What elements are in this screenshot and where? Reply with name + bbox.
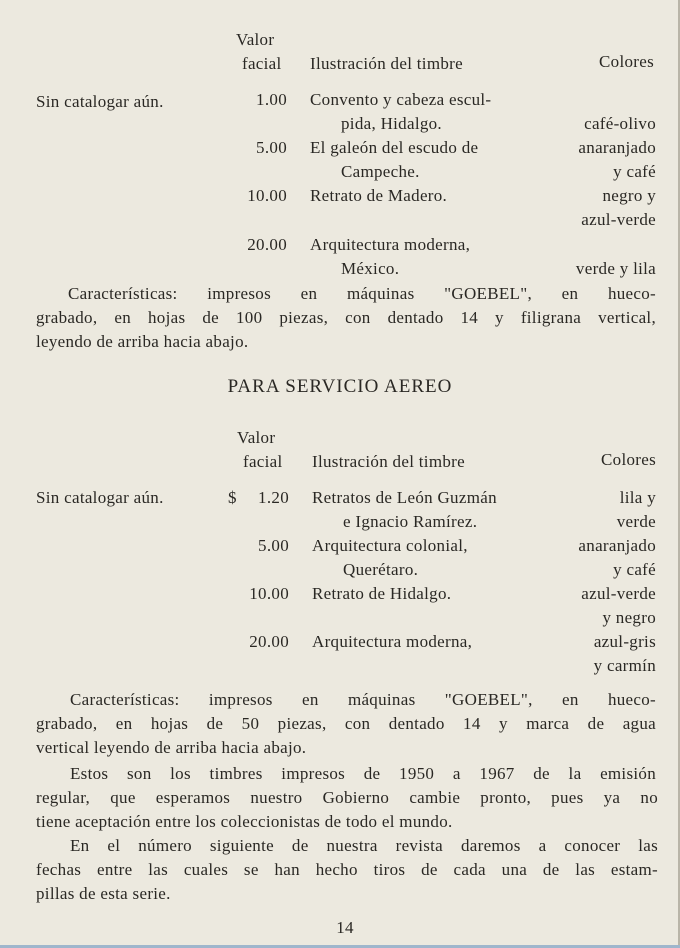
t2-row2-color-2: y café	[613, 560, 656, 579]
t1-row3-desc-1: Retrato de Madero.	[310, 186, 448, 205]
p1-line-1: Características: impresos en máquinas "GOEBEL", en hueco-	[70, 690, 656, 709]
t2-row1-color-2: verde	[616, 512, 656, 531]
t1-header-colores: Colores	[599, 52, 654, 71]
t1-header-ilustracion: Ilustración del timbre	[310, 54, 463, 73]
t2-row4-color-2: y carmín	[593, 656, 656, 675]
t2-row3-color-1: azul-verde	[581, 584, 656, 603]
t1-row2-color-2: y café	[613, 162, 656, 181]
t1-row2-desc-1: El galeón del escudo de	[310, 138, 479, 157]
t2-row2-desc-2: Querétaro.	[343, 560, 419, 579]
t2-row3-color-2: y negro	[602, 608, 656, 627]
t1-header-valor: Valor	[236, 30, 275, 49]
t1-status: Sin catalogar aún.	[36, 92, 164, 111]
t1-row4-desc-1: Arquitectura moderna,	[310, 235, 471, 254]
t2-row4-desc-1: Arquitectura moderna,	[312, 632, 473, 651]
t1-row3-color-1: negro y	[602, 186, 656, 205]
t1-row1-value: 1.00	[256, 90, 287, 109]
t2-row1-desc-1: Retratos de León Guzmán	[312, 488, 497, 507]
t2-row1-desc-2: e Ignacio Ramírez.	[343, 512, 478, 531]
t2-header-facial: facial	[243, 452, 283, 471]
t2-row3-value: 10.00	[249, 584, 289, 603]
t1-row3-value: 10.00	[247, 186, 287, 205]
t2-header-colores: Colores	[601, 450, 656, 469]
p2-line-1: Estos son los timbres impresos de 1950 a 1967 de la emisión	[70, 764, 656, 783]
section-title: PARA SERVICIO AEREO	[227, 376, 453, 397]
t1-row2-desc-2: Campeche.	[341, 162, 420, 181]
t2-currency: $	[228, 488, 237, 507]
t1-row1-desc-2: pida, Hidalgo.	[341, 114, 442, 133]
t1-characteristics-line-3: leyendo de arriba hacia abajo.	[36, 332, 249, 351]
t1-row1-desc-1: Convento y cabeza escul-	[310, 90, 492, 109]
t2-row2-value: 5.00	[258, 536, 289, 555]
t1-characteristics-line-1: Características: impresos en máquinas "GOEBEL", en hueco-	[68, 284, 656, 303]
p3-line-2: fechas entre las cuales se han hecho tiros de cada una de las estam-	[36, 860, 658, 879]
t2-row1-color-1: lila y	[619, 488, 656, 507]
t2-row4-color-1: azul-gris	[593, 632, 656, 651]
t1-row4-desc-2: México.	[341, 259, 400, 278]
t1-row1-color-1: café-olivo	[584, 114, 656, 133]
t1-row4-value: 20.00	[247, 235, 287, 254]
t2-row2-color-1: anaranjado	[578, 536, 656, 555]
p1-line-3: vertical leyendo de arriba hacia abajo.	[36, 738, 307, 757]
t1-header-facial: facial	[242, 54, 282, 73]
t1-row2-color-1: anaranjado	[578, 138, 656, 157]
t1-row4-color-1: verde y lila	[575, 259, 656, 278]
t1-row2-value: 5.00	[256, 138, 287, 157]
t2-row3-desc-1: Retrato de Hidalgo.	[312, 584, 452, 603]
t2-status: Sin catalogar aún.	[36, 488, 164, 507]
p3-line-1: En el número siguiente de nuestra revista daremos a conocer las	[70, 836, 658, 855]
t1-characteristics-line-2: grabado, en hojas de 100 piezas, con dentado 14 y filigrana vertical,	[36, 308, 656, 327]
p2-line-3: tiene aceptación entre los coleccionistas de todo el mundo.	[36, 812, 453, 831]
t2-header-ilustracion: Ilustración del timbre	[312, 452, 465, 471]
t2-header-valor: Valor	[237, 428, 276, 447]
p3-line-3: pillas de esta serie.	[36, 884, 171, 903]
p1-line-2: grabado, en hojas de 50 piezas, con dentado 14 y marca de agua	[36, 714, 656, 733]
t2-row2-desc-1: Arquitectura colonial,	[312, 536, 468, 555]
t2-row4-value: 20.00	[249, 632, 289, 651]
t1-row3-color-2: azul-verde	[581, 210, 656, 229]
p2-line-2: regular, que esperamos nuestro Gobierno cambie pronto, pues ya no	[36, 788, 658, 807]
t2-row1-value: 1.20	[258, 488, 289, 507]
page-number: 14	[336, 918, 354, 937]
